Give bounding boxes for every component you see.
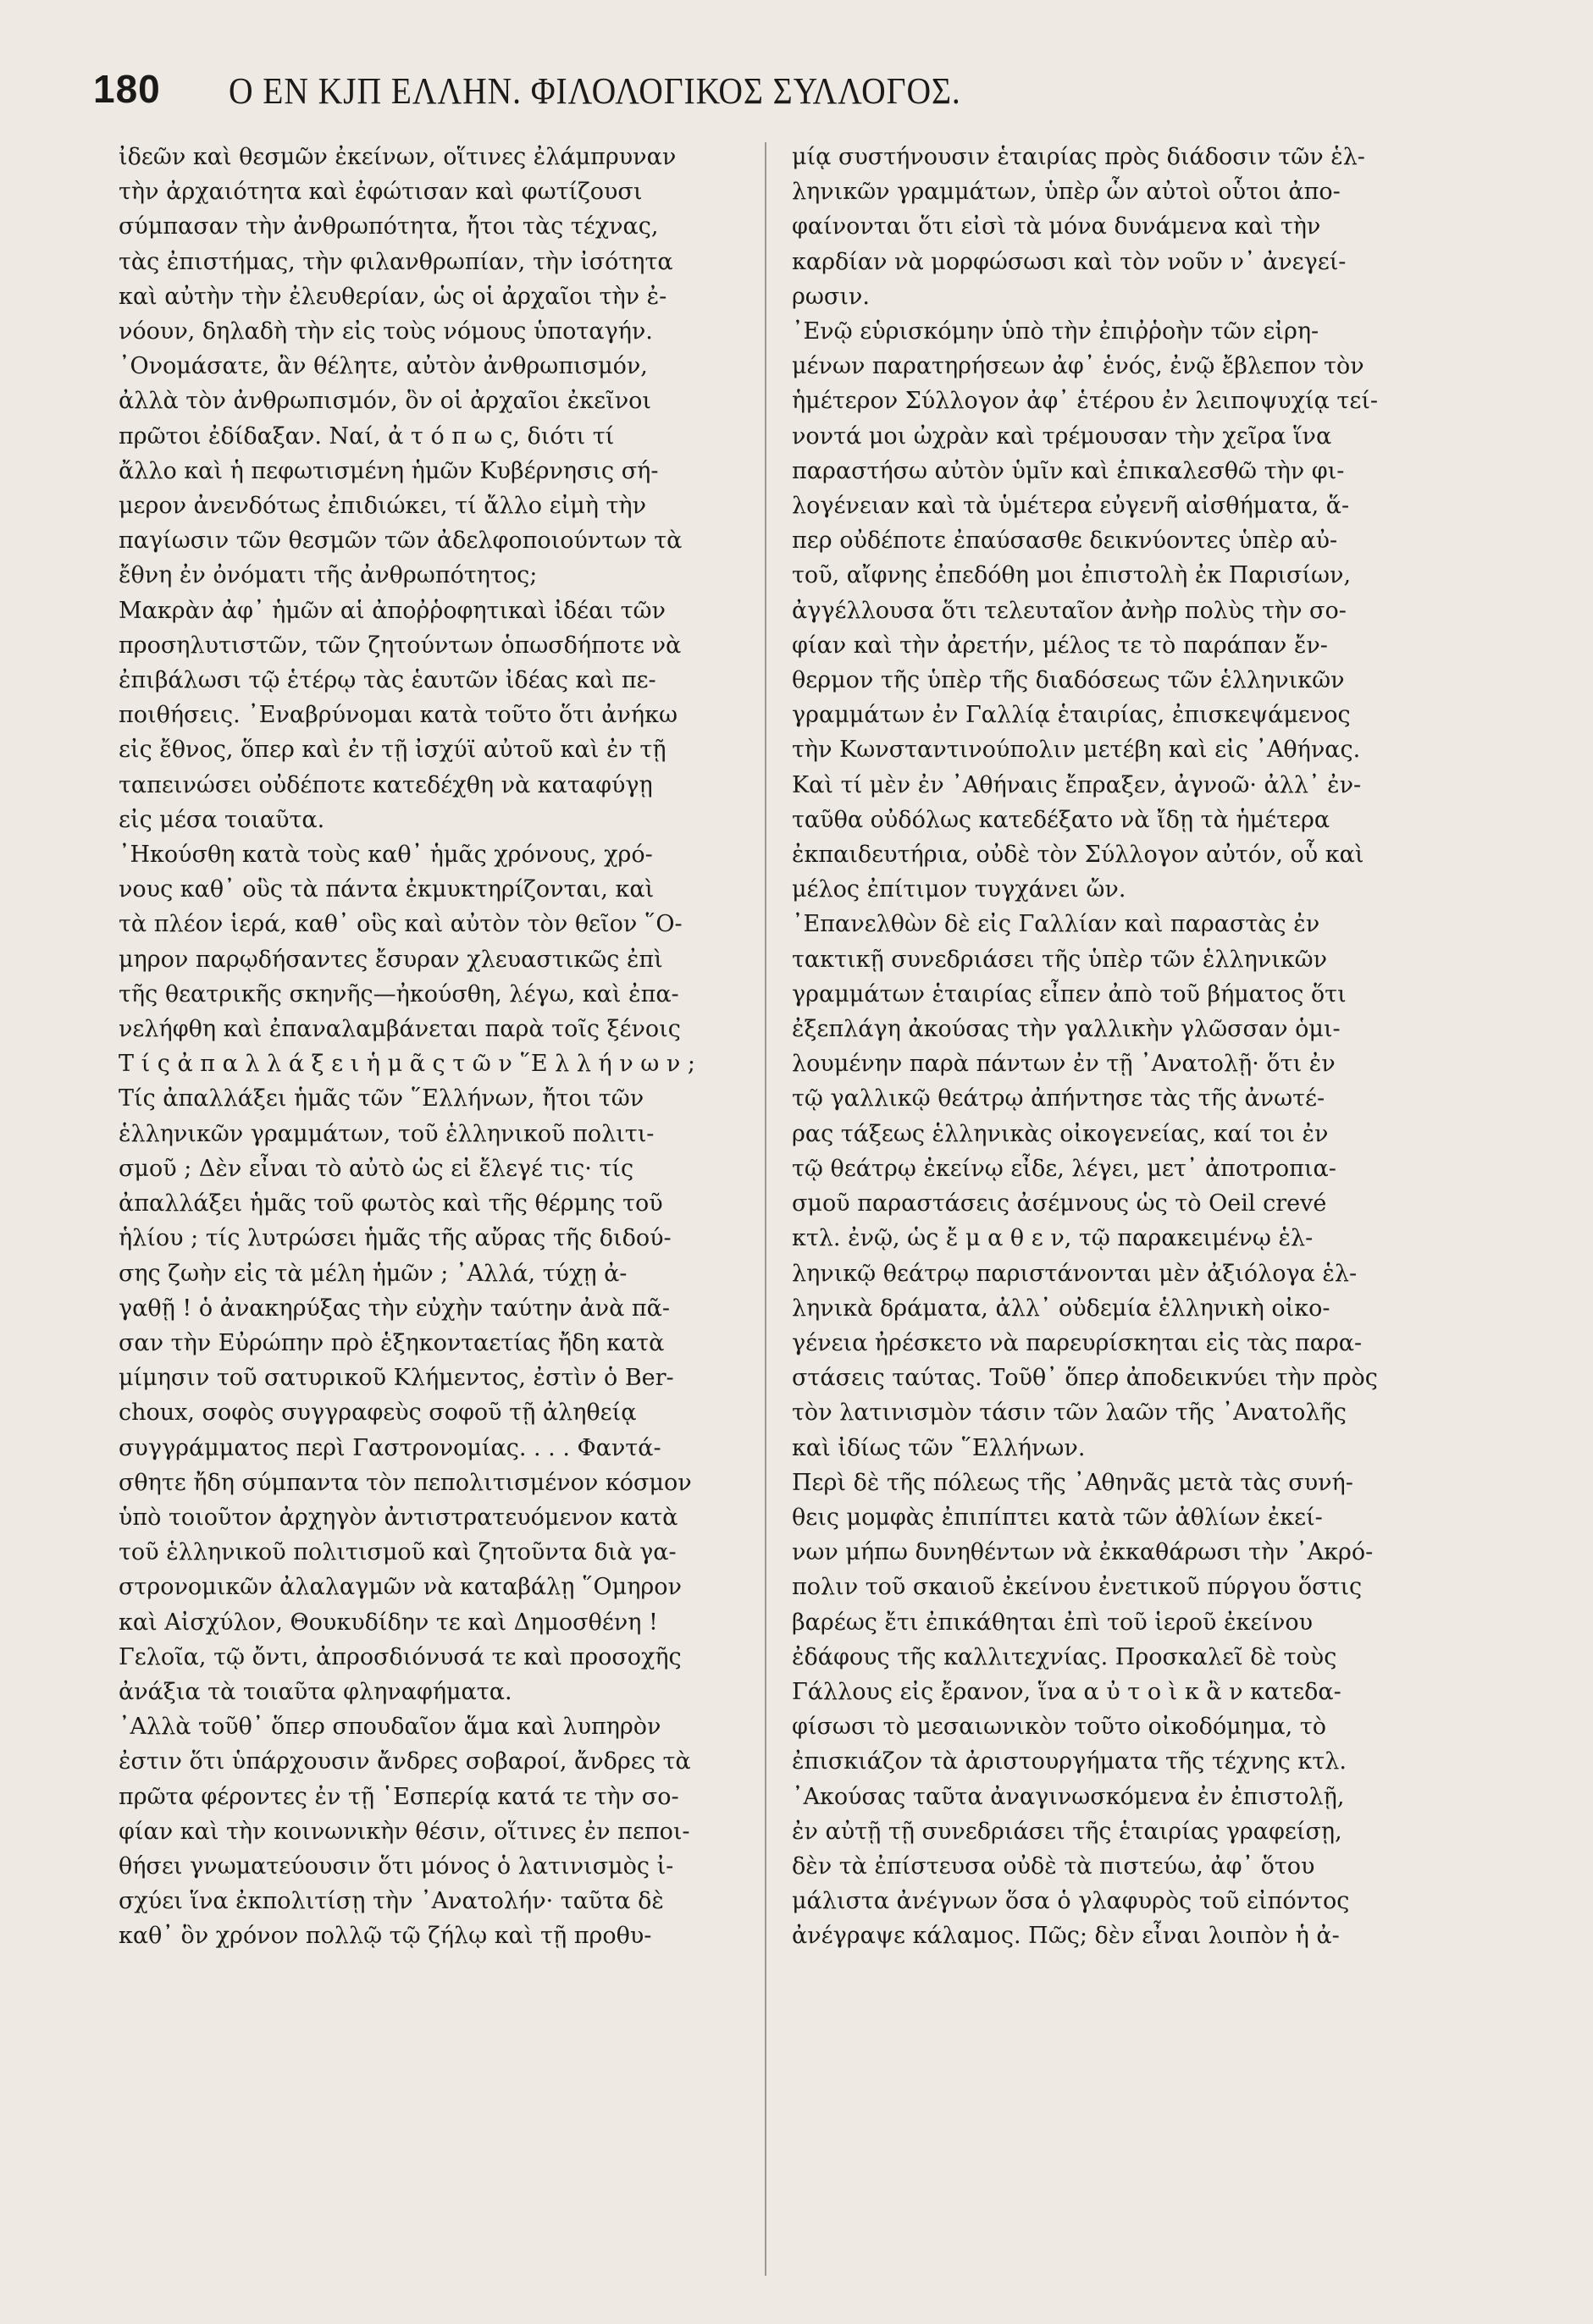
text-line: ληνικῷ θεάτρῳ παριστάνονται μὲν ἀξιόλογα ἑλ-: [792, 1260, 1358, 1287]
text-line: ποιθήσεις. ᾿Εναβρύνομαι κατὰ τοῦτο ὅτι ἀνήκω: [119, 702, 678, 729]
text-line: παγίωσιν τῶν θεσμῶν τῶν ἀδελφοποιούντων τὰ: [119, 527, 683, 555]
text-line: καθ᾿ ὃν χρόνον πολλῷ τῷ ζήλῳ καὶ τῇ προθυ-: [119, 1923, 652, 1950]
text-line: ληνικὰ δράματα, ἀλλ᾿ οὐδεμία ἑλληνικὴ οἰκο-: [792, 1294, 1330, 1322]
text-line: τοῦ ἑλληνικοῦ πολιτισμοῦ καὶ ζητοῦντα διὰ γα-: [119, 1539, 677, 1566]
text-line: γραμμάτων ἐν Γαλλίᾳ ἑταιρίας, ἐπισκεψάμενος: [792, 702, 1351, 729]
text-line: νόουν, δηλαδὴ τὴν εἰς τοὺς νόμους ὑποταγήν.: [119, 318, 653, 345]
text-line: Τίς ἀπαλλάξει ἡμᾶς τῶν ῞Ελλήνων, ἤτοι τῶν: [119, 1085, 644, 1112]
text-line: θερμον τῆς ὑπὲρ τῆς διαδόσεως τῶν ἑλληνικῶν: [792, 667, 1345, 694]
text-line: καὶ αὐτὴν τὴν ἐλευθερίαν, ὡς οἱ ἀρχαῖοι τὴν ἐ-: [119, 283, 667, 310]
text-line: νελήφθη καὶ ἐπαναλαμβάνεται παρὰ τοῖς ξένοις: [119, 1016, 681, 1043]
text-line: τὸν λατινισμὸν τάσιν τῶν λαῶν τῆς ᾿Ανατολῆς: [792, 1399, 1347, 1427]
text-line: Τ ί ς ἀ π α λ λ ά ξ ε ι ἡ μ ᾶ ς τ ῶ ν ῞Ε λ λ ή ν ω ν ;: [119, 1051, 695, 1078]
text-line: σμοῦ ; Δὲν εἶναι τὸ αὐτὸ ὡς εἰ ἔλεγέ τις· τίς: [119, 1155, 634, 1182]
text-line: φαίνονται ὅτι εἰσὶ τὰ μόνα δυνάμενα καὶ τὴν: [792, 213, 1321, 240]
text-line: σμοῦ παραστάσεις ἀσέμνους ὡς τὸ Oeil crevé: [792, 1190, 1327, 1217]
text-line: περ οὐδέποτε ἐπαύσασθε δεικνύοντες ὑπὲρ αὐ-: [792, 527, 1338, 555]
text-line: σθητε ἤδη σύμπαντα τὸν πεπολιτισμένον κόσμον: [119, 1469, 692, 1496]
text-line: Καὶ τί μὲν ἐν ᾿Αθήναις ἔπραξεν, ἀγνοῶ· ἀλλ᾿ ἐν-: [792, 771, 1362, 798]
text-line: τῷ γαλλικῷ θεάτρῳ ἀπήντησε τὰς τῆς ἀνωτέ-: [792, 1085, 1325, 1112]
text-line: εἰς ἔθνος, ὅπερ καὶ ἐν τῇ ἰσχύϊ αὐτοῦ καὶ ἐν τῇ: [119, 737, 667, 764]
text-line: δὲν τὰ ἐπίστευσα οὐδὲ τὰ πιστεύω, ἀφ᾿ ὅτου: [792, 1852, 1315, 1880]
text-line: πρῶτοι ἐδίδαξαν. Ναί, ἀ τ ό π ω ς, διότι τί: [119, 422, 615, 450]
text-line: μένων παρατηρήσεων ἀφ᾿ ἑνός, ἐνῷ ἔβλεπον τὸν: [792, 353, 1364, 380]
text-line: ρωσιν.: [792, 283, 870, 310]
text-line: ἄλλο καὶ ἡ πεφωτισμένη ἡμῶν Κυβέρνησις σή-: [119, 457, 659, 484]
text-line: κτλ. ἐνῷ, ὡς ἔ μ α θ ε ν, τῷ παρακειμένῳ ἑλ-: [792, 1225, 1314, 1252]
text-line: choux, σοφὸς συγγραφεὺς σοφοῦ τῇ ἀληθείᾳ: [119, 1399, 637, 1427]
text-line: ἀλλὰ τὸν ἀνθρωπισμόν, ὃν οἱ ἀρχαῖοι ἐκεῖνοι: [119, 388, 651, 415]
text-line: καὶ ἰδίως τῶν ῞Ελλήνων.: [792, 1434, 1086, 1461]
text-line: ᾿Αλλὰ τοῦθ᾿ ὅπερ σπουδαῖον ἅμα καὶ λυπηρὸν: [119, 1714, 661, 1741]
text-line: τοῦ, αἴφνης ἐπεδόθη μοι ἐπιστολὴ ἐκ Παρισίων,: [792, 562, 1352, 589]
right-column: [792, 140, 1431, 2273]
text-line: μερον ἀνενδότως ἐπιδιώκει, τί ἄλλο εἰμὴ τὴν: [119, 493, 646, 520]
text-line: γραμμάτων ἑταιρίας εἶπεν ἀπὸ τοῦ βήματος ὅτι: [792, 980, 1347, 1007]
text-line: Μακρὰν ἀφ᾿ ἡμῶν αἱ ἀποῤῥοφητικαὶ ἰδέαι τῶν: [119, 597, 666, 624]
text-line: συγγράμματος περὶ Γαστρονομίας. . . . Φαντά-: [119, 1434, 661, 1461]
column-rule: [765, 142, 766, 2276]
text-line: καρδίαν νὰ μορφώσωσι καὶ τὸν νοῦν ν᾿ ἀνεγεί-: [792, 248, 1347, 275]
text-line: ἀγγέλλουσα ὅτι τελευταῖον ἀνὴρ πολὺς τὴν σο-: [792, 597, 1347, 624]
text-line: φίαν καὶ τὴν κοινωνικὴν θέσιν, οἵτινες ἐν πεποι-: [119, 1818, 690, 1845]
text-line: Γελοῖα, τῷ ὄντι, ἀπροσδιόνυσά τε καὶ προσοχῆς: [119, 1643, 682, 1670]
text-line: ἀπαλλάξει ἡμᾶς τοῦ φωτὸς καὶ τῆς θέρμης τοῦ: [119, 1190, 663, 1217]
text-line: παραστήσω αὐτὸν ὑμῖν καὶ ἐπικαλεσθῶ τὴν φι-: [792, 457, 1345, 484]
text-line: ᾿Ηκούσθη κατὰ τοὺς καθ᾿ ἡμᾶς χρόνους, χρό-: [119, 842, 653, 869]
text-line: ᾿Επανελθὼν δὲ εἰς Γαλλίαν καὶ παραστὰς ἐν: [792, 911, 1320, 938]
text-line: ταπεινώσει οὐδέποτε κατεδέχθη νὰ καταφύγῃ: [119, 771, 653, 798]
text-line: σης ζωὴν εἰς τὰ μέλη ἡμῶν ; ᾿Αλλά, τύχῃ ἀ-: [119, 1260, 628, 1287]
text-line: στρονομικῶν ἀλαλαγμῶν νὰ καταβάλῃ ῞Ομηρον: [119, 1574, 682, 1601]
text-line: σχύει ἵνα ἐκπολιτίσῃ τὴν ᾿Ανατολήν· ταῦτα δὲ: [119, 1888, 664, 1915]
text-line: βαρέως ἔτι ἐπικάθηται ἐπὶ τοῦ ἱεροῦ ἐκείνου: [792, 1609, 1314, 1636]
text-line: θήσει γνωματεύουσιν ὅτι μόνος ὁ λατινισμὸς ἰ-: [119, 1852, 674, 1880]
page-header: [93, 66, 1211, 125]
text-line: ἐδάφους τῆς καλλιτεχνίας. Προσκαλεῖ δὲ τοὺς: [792, 1643, 1337, 1670]
text-line: φίαν καὶ τὴν ἀρετήν, μέλος τε τὸ παράπαν ἔν-: [792, 632, 1328, 659]
text-line: ἰδεῶν καὶ θεσμῶν ἐκείνων, οἵτινες ἐλάμπρυναν: [119, 144, 677, 170]
text-line: ἐκπαιδευτήρια, οὐδὲ τὸν Σύλλογον αὐτόν, οὗ καὶ: [792, 842, 1364, 869]
page-number: 180: [93, 67, 161, 111]
text-line: νους καθ᾿ οὓς τὰ πάντα ἐκμυκτηρίζονται, καὶ: [119, 876, 655, 903]
text-line: ἡλίου ; τίς λυτρώσει ἡμᾶς τῆς αὔρας τῆς διδού-: [119, 1225, 672, 1252]
text-line: προσηλυτιστῶν, τῶν ζητούντων ὁπωσδήποτε νὰ: [119, 632, 682, 659]
text-line: μίᾳ συστήνουσιν ἑταιρίας πρὸς διάδοσιν τῶν ἑλ-: [792, 144, 1365, 170]
text-line: πρῶτα φέροντες ἐν τῇ ῾Εσπερίᾳ κατά τε τὴν σο-: [119, 1783, 679, 1810]
text-line: μέλος ἐπίτιμον τυγχάνει ὤν.: [792, 876, 1126, 903]
running-head: Ο ΕΝ ΚJΠ ΕΛΛΗΝ. ΦΙΛΟΛΟΓΙΚΟΣ ΣΥΛΛΟΓΟΣ.: [229, 70, 961, 112]
text-line: τῆς θεατρικῆς σκηνῆς—ἠκούσθη, λέγω, καὶ ἐπα-: [119, 980, 679, 1007]
text-line: λογένειαν καὶ τὰ ὑμέτερα εὐγενῆ αἰσθήματα, ἅ-: [792, 493, 1350, 520]
text-line: τακτικῇ συνεδριάσει τῆς ὑπὲρ τῶν ἑλληνικῶν: [792, 946, 1328, 973]
text-line: νοντά μοι ὠχρὰν καὶ τρέμουσαν τὴν χεῖρα ἵνα: [792, 422, 1332, 450]
text-line: φίσωσι τὸ μεσαιωνικὸν τοῦτο οἰκοδόμημα, τὸ: [792, 1714, 1326, 1741]
text-line: ταῦθα οὐδόλως κατεδέξατο νὰ ἴδῃ τὰ ἡμέτερα: [792, 806, 1330, 833]
text-line: μάλιστα ἀνέγνων ὅσα ὁ γλαφυρὸς τοῦ εἰπόντος: [792, 1888, 1350, 1915]
text-line: ᾿Ακούσας ταῦτα ἀναγινωσκόμενα ἐν ἐπιστολῇ,: [792, 1783, 1345, 1810]
text-line: Περὶ δὲ τῆς πόλεως τῆς ᾿Αθηνᾶς μετὰ τὰς συνή-: [792, 1469, 1353, 1496]
text-line: ἀνέγραψε κάλαμος. Πῶς; δὲν εἶναι λοιπὸν ἡ ἀ-: [792, 1923, 1340, 1950]
text-line: στάσεις ταύτας. Τοῦθ᾿ ὅπερ ἀποδεικνύει τὴν πρὸς: [792, 1365, 1378, 1392]
text-line: ὑπὸ τοιοῦτον ἀρχηγὸν ἀντιστρατευόμενον κατὰ: [119, 1504, 678, 1531]
text-line: ἔθνη ἐν ὀνόματι τῆς ἀνθρωπότητος;: [119, 562, 538, 589]
text-line: ρας τάξεως ἑλληνικὰς οἰκογενείας, καί τοι ἐν: [792, 1120, 1329, 1147]
text-line: γένεια ἠρέσκετο νὰ παρευρίσκηται εἰς τὰς παρα-: [792, 1329, 1363, 1356]
text-line: ἐπιβάλωσι τῷ ἑτέρῳ τὰς ἑαυτῶν ἰδέας καὶ πε-: [119, 667, 656, 694]
text-line: ἐν αὐτῇ τῇ συνεδριάσει τῆς ἑταιρίας γραφείσῃ,: [792, 1818, 1342, 1845]
text-line: πολιν τοῦ σκαιοῦ ἐκείνου ἐνετικοῦ πύργου ὅστις: [792, 1574, 1363, 1601]
text-line: ληνικῶν γραμμάτων, ὑπὲρ ὧν αὐτοὶ οὗτοι ἀπο-: [792, 179, 1341, 206]
text-line: λουμένην παρὰ πάντων ἐν τῇ ᾿Ανατολῇ· ὅτι ἐν: [792, 1051, 1336, 1078]
text-line: ᾿Ονομάσατε, ἂν θέλητε, αὐτὸν ἀνθρωπισμόν,: [119, 353, 648, 380]
left-column: [119, 140, 737, 2273]
text-line: γαθῇ ! ὁ ἀνακηρύξας τὴν εὐχὴν ταύτην ἀνὰ πᾶ-: [119, 1294, 670, 1322]
text-line: ᾿Ενῷ εὑρισκόμην ὑπὸ τὴν ἐπιῤῥοὴν τῶν εἰρη-: [792, 318, 1319, 345]
text-line: εἰς μέσα τοιαῦτα.: [119, 806, 325, 833]
text-line: ἑλληνικῶν γραμμάτων, τοῦ ἑλληνικοῦ πολιτι-: [119, 1120, 655, 1147]
text-line: θεις μομφὰς ἐπιπίπτει κατὰ τῶν ἀθλίων ἐκεί-: [792, 1504, 1323, 1531]
text-line: νων μήπω δυνηθέντων νὰ ἐκκαθάρωσι τὴν ᾿Ακρό-: [792, 1539, 1374, 1566]
text-line: ἐπισκιάζον τὰ ἀριστουργήματα τῆς τέχνης κτλ.: [792, 1748, 1347, 1775]
text-line: σύμπασαν τὴν ἀνθρωπότητα, ἤτοι τὰς τέχνας,: [119, 213, 659, 240]
text-line: τῷ θεάτρῳ ἐκείνῳ εἶδε, λέγει, μετ᾿ ἀποτροπια-: [792, 1155, 1336, 1182]
text-line: σαν τὴν Εὐρώπην πρὸ ἑξηκονταετίας ἤδη κατὰ: [119, 1329, 665, 1356]
text-line: τὴν ἀρχαιότητα καὶ ἐφώτισαν καὶ φωτίζουσι: [119, 179, 643, 206]
text-line: καὶ Αἰσχύλον, Θουκυδίδην τε καὶ Δημοσθένη !: [119, 1609, 658, 1636]
text-line: ἐξεπλάγη ἀκούσας τὴν γαλλικὴν γλῶσσαν ὁμι-: [792, 1016, 1341, 1043]
text-line: μηρον παρῳδήσαντες ἔσυραν χλευαστικῶς ἐπὶ: [119, 946, 663, 973]
text-line: τὰς ἐπιστήμας, τὴν φιλανθρωπίαν, τὴν ἰσότητα: [119, 248, 673, 275]
text-line: μίμησιν τοῦ σατυρικοῦ Κλήμεντος, ἐστὶν ὁ Ber-: [119, 1365, 674, 1392]
text-line: τὰ πλέον ἱερά, καθ᾿ οὓς καὶ αὐτὸν τὸν θεῖον ῞Ο-: [119, 911, 683, 938]
text-line: τὴν Κωνσταντινούπολιν μετέβη καὶ εἰς ᾿Αθήνας.: [792, 737, 1361, 764]
text-line: ἀνάξια τὰ τοιαῦτα φληναφήματα.: [119, 1678, 512, 1705]
text-line: ἡμέτερον Σύλλογον ἀφ᾿ ἑτέρου ἐν λειποψυχίᾳ τεί-: [792, 388, 1379, 415]
text-line: Γάλλους εἰς ἔρανον, ἵνα α ὐ τ ο ὶ κ ἂ ν κατεδα-: [792, 1678, 1341, 1705]
text-line: ἐστιν ὅτι ὑπάρχουσιν ἄνδρες σοβαροί, ἄνδρες τὰ: [119, 1748, 691, 1775]
